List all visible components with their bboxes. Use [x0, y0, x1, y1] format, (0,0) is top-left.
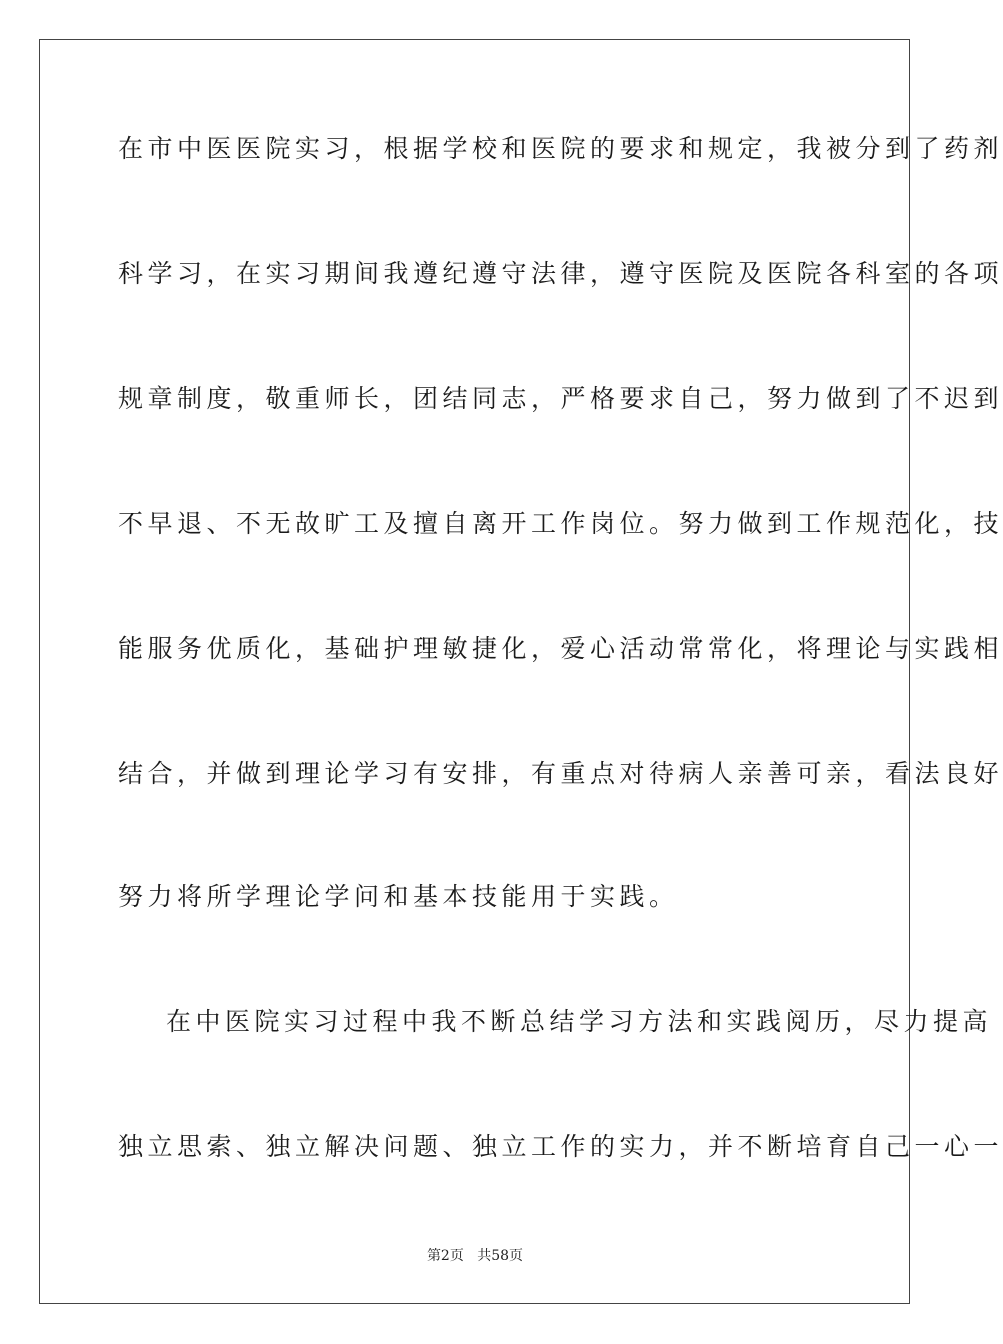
text-line: 规章制度，敬重师长，团结同志，严格要求自己，努力做到了不迟到 [118, 384, 1003, 413]
page-number: 第2页 [426, 1248, 464, 1264]
text-line: 科学习，在实习期间我遵纪遵守法律，遵守医院及医院各科室的各项 [118, 259, 1003, 288]
text-line: 能服务优质化，基础护理敏捷化，爱心活动常常化，将理论与实践相 [118, 634, 1003, 663]
text-line: 在市中医医院实习，根据学校和医院的要求和规定，我被分到了药剂 [118, 134, 1003, 163]
page-footer [0, 1247, 950, 1265]
page-border [39, 39, 1003, 1304]
page-total: 共58页 [477, 1248, 524, 1264]
text-line: 独立思索、独立解决问题、独立工作的实力，并不断培育自己一心一 [118, 1132, 1003, 1161]
text-line: 不早退、不无故旷工及擅自离开工作岗位。努力做到工作规范化，技 [118, 509, 1003, 538]
text-line: 结合，并做到理论学习有安排，有重点对待病人亲善可亲，看法良好 [118, 759, 1003, 788]
text-line-indented: 在中医院实习过程中我不断总结学习方法和实践阅历，尽力提高 [166, 1007, 993, 1036]
text-line: 努力将所学理论学问和基本技能用于实践。 [118, 882, 679, 911]
